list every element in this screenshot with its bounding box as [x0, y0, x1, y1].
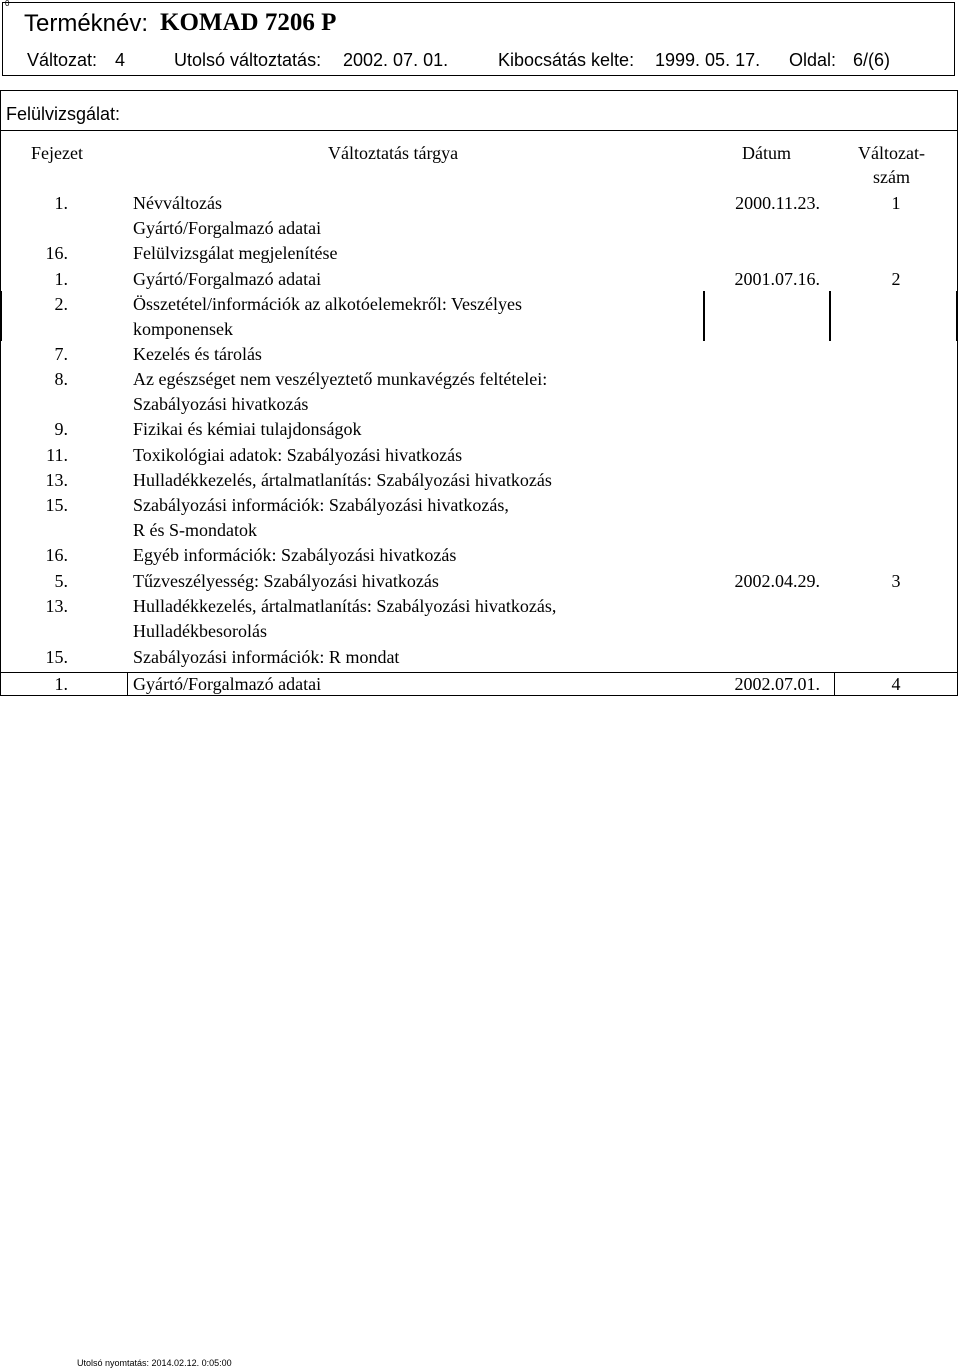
- issue-date-value: 1999. 05. 17.: [655, 50, 761, 70]
- row-subject: Kezelés és tárolás: [133, 344, 262, 364]
- column-header-version-2: szám: [873, 167, 910, 187]
- row-subject: Felülvizsgálat megjelenítése: [133, 243, 338, 263]
- row-version: 1: [891, 193, 901, 213]
- version-value: 4: [115, 50, 126, 70]
- row-subject: Hulladékkezelés, ártalmatlanítás: Szabályozási hivatkozás,: [133, 596, 557, 616]
- page-value: 6/(6): [853, 50, 891, 70]
- row-subject: Szabályozási információk: R mondat: [133, 647, 400, 667]
- row-subject: Szabályozási hivatkozás: [133, 394, 309, 414]
- col-divider-1: [127, 672, 128, 696]
- row-version: 3: [891, 571, 901, 591]
- row-chapter: 13.: [45, 470, 68, 490]
- row-subject: Gyártó/Forgalmazó adatai: [133, 269, 322, 289]
- column-header-chapter: Fejezet: [31, 143, 83, 163]
- row-marker-date: [703, 291, 705, 341]
- issue-date-label: Kibocsátás kelte:: [498, 50, 635, 70]
- header-top-rule: [0, 130, 958, 131]
- row-chapter: 2.: [54, 294, 68, 314]
- last-print-footer: Utolsó nyomtatás: 2014.02.12. 0:05:00: [77, 1358, 232, 1368]
- row-chapter: 16.: [45, 243, 68, 263]
- row-chapter: 1.: [54, 269, 68, 289]
- product-name: KOMAD 7206 P: [160, 9, 337, 36]
- last-change-value: 2002. 07. 01.: [343, 50, 449, 70]
- row-date: 2002.07.01.: [734, 674, 820, 694]
- row-marker-version: [829, 291, 831, 341]
- row-subject: Tűzveszélyesség: Szabályozási hivatkozás: [133, 571, 439, 591]
- row-marker-left: [0, 291, 2, 341]
- col-divider-3: [834, 672, 835, 696]
- row-date: 2000.11.23.: [735, 193, 820, 213]
- column-header-subject: Változtatás tárgya: [328, 143, 459, 163]
- row-subject: komponensek: [133, 319, 233, 339]
- row-chapter: 16.: [45, 545, 68, 565]
- row-version: 2: [891, 269, 901, 289]
- row-chapter: 8.: [54, 369, 68, 389]
- row-chapter: 11.: [46, 445, 68, 465]
- row-subject: Gyártó/Forgalmazó adatai: [133, 218, 322, 238]
- review-title: Felülvizsgálat:: [6, 104, 121, 124]
- row-chapter: 1.: [54, 674, 68, 694]
- row-chapter: 9.: [54, 419, 68, 439]
- row-subject: Toxikológiai adatok: Szabályozási hivatkozás: [133, 445, 463, 465]
- row-subject: Gyártó/Forgalmazó adatai: [133, 674, 322, 694]
- row-subject: Szabályozási információk: Szabályozási hivatkozás,: [133, 495, 509, 515]
- column-header-date: Dátum: [742, 143, 791, 163]
- row-chapter: 13.: [45, 596, 68, 616]
- product-label: Terméknév:: [24, 10, 149, 37]
- row-subject: Egyéb információk: Szabályozási hivatkozás: [133, 545, 457, 565]
- row-chapter: 15.: [45, 495, 68, 515]
- row-subject: Hulladékbesorolás: [133, 621, 267, 641]
- column-header-version-1: Változat-: [858, 143, 925, 163]
- last-change-label: Utolsó változtatás:: [174, 50, 322, 70]
- row-chapter: 1.: [54, 193, 68, 213]
- row-subject: R és S-mondatok: [133, 520, 257, 540]
- row-subject: Összetétel/információk az alkotóelemekről: Veszélyes: [133, 294, 523, 314]
- row-subject: Hulladékkezelés, ártalmatlanítás: Szabályozási hivatkozás: [133, 470, 552, 490]
- row-subject: Névváltozás: [133, 193, 222, 213]
- page-label: Oldal:: [789, 50, 837, 70]
- row-date: 2001.07.16.: [734, 269, 820, 289]
- row-subject: Fizikai és kémiai tulajdonságok: [133, 419, 362, 439]
- row-chapter: 7.: [54, 344, 68, 364]
- corner-mark: 0: [5, 0, 10, 8]
- row-version: 4: [891, 674, 901, 694]
- row-subject: Az egészséget nem veszélyeztető munkavégzés feltételei:: [133, 369, 548, 389]
- row-date: 2002.04.29.: [734, 571, 820, 591]
- row-chapter: 15.: [45, 647, 68, 667]
- version-label: Változat:: [27, 50, 98, 70]
- row-marker-right: [956, 291, 958, 341]
- row-chapter: 5.: [54, 571, 68, 591]
